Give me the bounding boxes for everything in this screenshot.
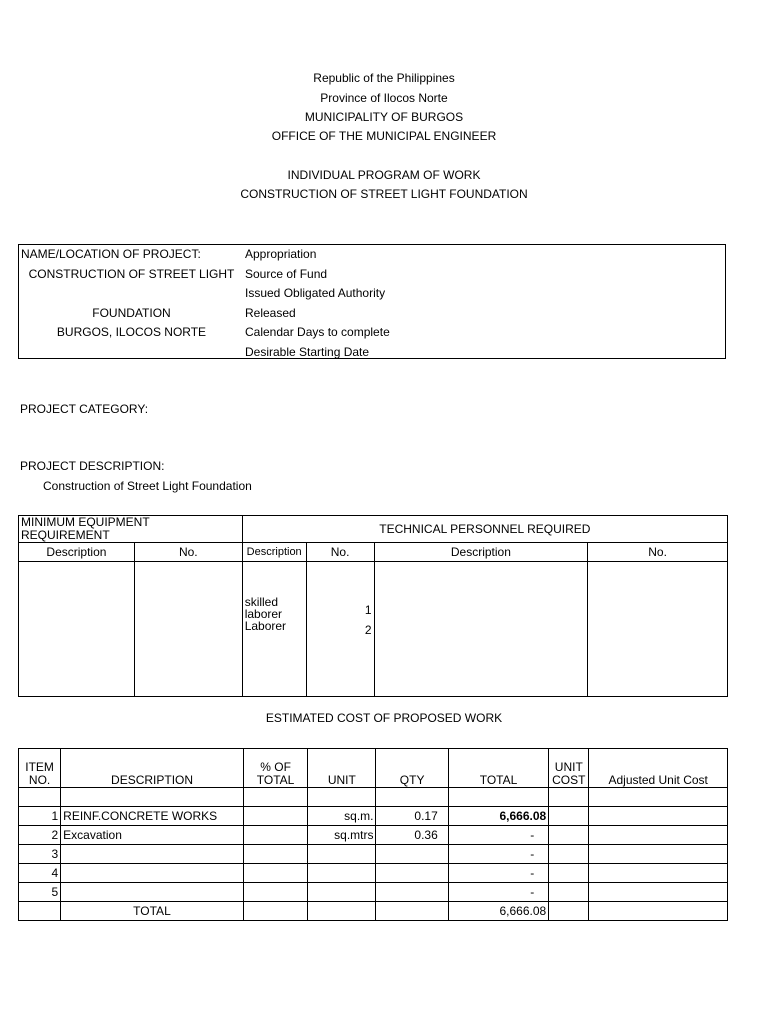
equipment-description-header: Description [19,543,135,562]
row-total: - [448,864,548,883]
blank-cell [549,788,589,807]
field-calendar-days: Calendar Days to complete [245,325,390,339]
grand-total: 6,666.08 [448,902,548,921]
project-fields [245,245,390,362]
item-no-header [19,749,61,788]
personnel-description-header-2: Description [374,543,588,562]
row-description: REINF.CONCRETE WORKS [61,807,244,826]
blank-cell [549,807,589,826]
row-total: - [448,883,548,902]
unit-cost-header-2: COST [552,773,586,787]
blank-cell [308,788,376,807]
blank-row [19,284,244,304]
row-qty: 0.36 [376,826,448,845]
row-unit: sq.mtrs [308,826,376,845]
unit-header: UNIT [308,749,376,788]
table-row [19,807,728,826]
table-row [19,826,728,845]
blank-cell [376,864,448,883]
row-no: 2 [19,826,61,845]
row-no: 5 [19,883,61,902]
field-source-of-fund: Source of Fund [245,266,328,281]
personnel-no-cell [306,562,374,697]
adjusted-unit-cost-header: Adjusted Unit Cost [589,749,728,788]
blank-cell [589,788,728,807]
equipment-header: MINIMUM EQUIPMENT REQUIREMENT [19,516,243,543]
blank-cell [243,788,307,807]
personnel-no-header: No. [306,543,374,562]
blank-cell [376,883,448,902]
item-no-header-2: NO. [28,773,51,787]
blank-cell [308,864,376,883]
personnel-desc-laborer-2: Laborer [244,619,287,633]
project-name-location [19,245,244,343]
field-desirable-starting-date: Desirable Starting Date [245,344,370,359]
blank-cell [19,788,61,807]
personnel-header: TECHNICAL PERSONNEL REQUIRED [242,516,727,543]
header-municipality: MUNICIPALITY OF BURGOS [304,110,464,124]
row-total: 6,666.08 [448,807,548,826]
blank-cell [589,883,728,902]
equipment-personnel-table [18,515,728,697]
blank-cell [376,902,448,921]
project-description-text: Construction of Street Light Foundation [43,479,252,493]
blank-cell [243,845,307,864]
blank-cell [61,845,244,864]
percent-total-header [243,749,307,788]
personnel-description-cell [242,562,306,697]
total-header: TOTAL [448,749,548,788]
project-description-label: PROJECT DESCRIPTION: [20,459,165,473]
blank-cell [308,902,376,921]
blank-cell [589,845,728,864]
cost-table [18,748,728,921]
personnel-no-2: 2 [364,623,372,637]
row-no: 4 [19,864,61,883]
header-province: Province of Ilocos Norte [320,91,448,105]
personnel-no-header-2: No. [588,543,728,562]
field-issued-obligated-authority: Issued Obligated Authority [245,286,386,300]
row-total: - [448,826,548,845]
blank-cell [448,788,548,807]
row-unit: sq.m. [308,807,376,826]
blank-cell [61,788,244,807]
table-row [19,883,728,902]
header-office: OFFICE OF THE MUNICIPAL ENGINEER [271,129,497,143]
table-row [19,845,728,864]
blank-cell [589,902,728,921]
blank-cell [61,864,244,883]
blank-cell [61,883,244,902]
personnel-desc-skilled: skilled [244,595,279,609]
project-name-line2: FOUNDATION [92,305,171,320]
blank-cell [243,883,307,902]
personnel-description-header: Description [242,543,306,562]
blank-cell [308,883,376,902]
pct-header-1: % OF [260,760,291,774]
equipment-no-header: No. [134,543,242,562]
row-description: Excavation [61,826,244,845]
total-row [19,902,728,921]
blank-cell [589,807,728,826]
field-appropriation: Appropriation [245,247,317,261]
project-info-box [18,244,726,359]
blank-cell [549,883,589,902]
row-no: 3 [19,845,61,864]
table-row [19,864,728,883]
blank-cell [589,864,728,883]
blank-cell [243,807,307,826]
total-label: TOTAL [61,902,244,921]
personnel-no-cell-2 [588,562,728,697]
project-category-label: PROJECT CATEGORY: [20,402,149,416]
document-subtitle: CONSTRUCTION OF STREET LIGHT FOUNDATION [240,187,528,201]
unit-cost-header-1: UNIT [554,760,583,774]
blank-cell [549,826,589,845]
unit-cost-header [549,749,589,788]
equipment-no-cell [134,562,242,697]
personnel-no-1: 1 [364,603,372,617]
name-location-label: NAME/LOCATION OF PROJECT: [21,247,201,261]
qty-header: QTY [376,749,448,788]
blank-cell [376,788,448,807]
row-qty: 0.17 [376,807,448,826]
item-no-header-1: ITEM [25,760,54,774]
project-location: BURGOS, ILOCOS NORTE [56,325,207,339]
project-name-line1: CONSTRUCTION OF STREET LIGHT [28,266,235,281]
blank-cell [308,845,376,864]
personnel-description-cell-2 [374,562,588,697]
equipment-description-cell [19,562,135,697]
blank-cell [549,902,589,921]
description-header: DESCRIPTION [61,749,244,788]
table-row [19,788,728,807]
blank-cell [243,864,307,883]
blank-cell [243,902,307,921]
document-title: INDIVIDUAL PROGRAM OF WORK [287,168,481,182]
personnel-desc-laborer: laborer [244,607,283,621]
blank-cell [549,864,589,883]
row-no: 1 [19,807,61,826]
field-released: Released [245,305,296,320]
cost-section-title: ESTIMATED COST OF PROPOSED WORK [265,711,503,725]
blank-cell [376,845,448,864]
blank-cell [589,826,728,845]
blank-cell [19,902,61,921]
blank-cell [549,845,589,864]
header-republic: Republic of the Philippines [313,71,455,85]
blank-cell [243,826,307,845]
row-total: - [448,845,548,864]
pct-header-2: TOTAL [256,773,295,787]
